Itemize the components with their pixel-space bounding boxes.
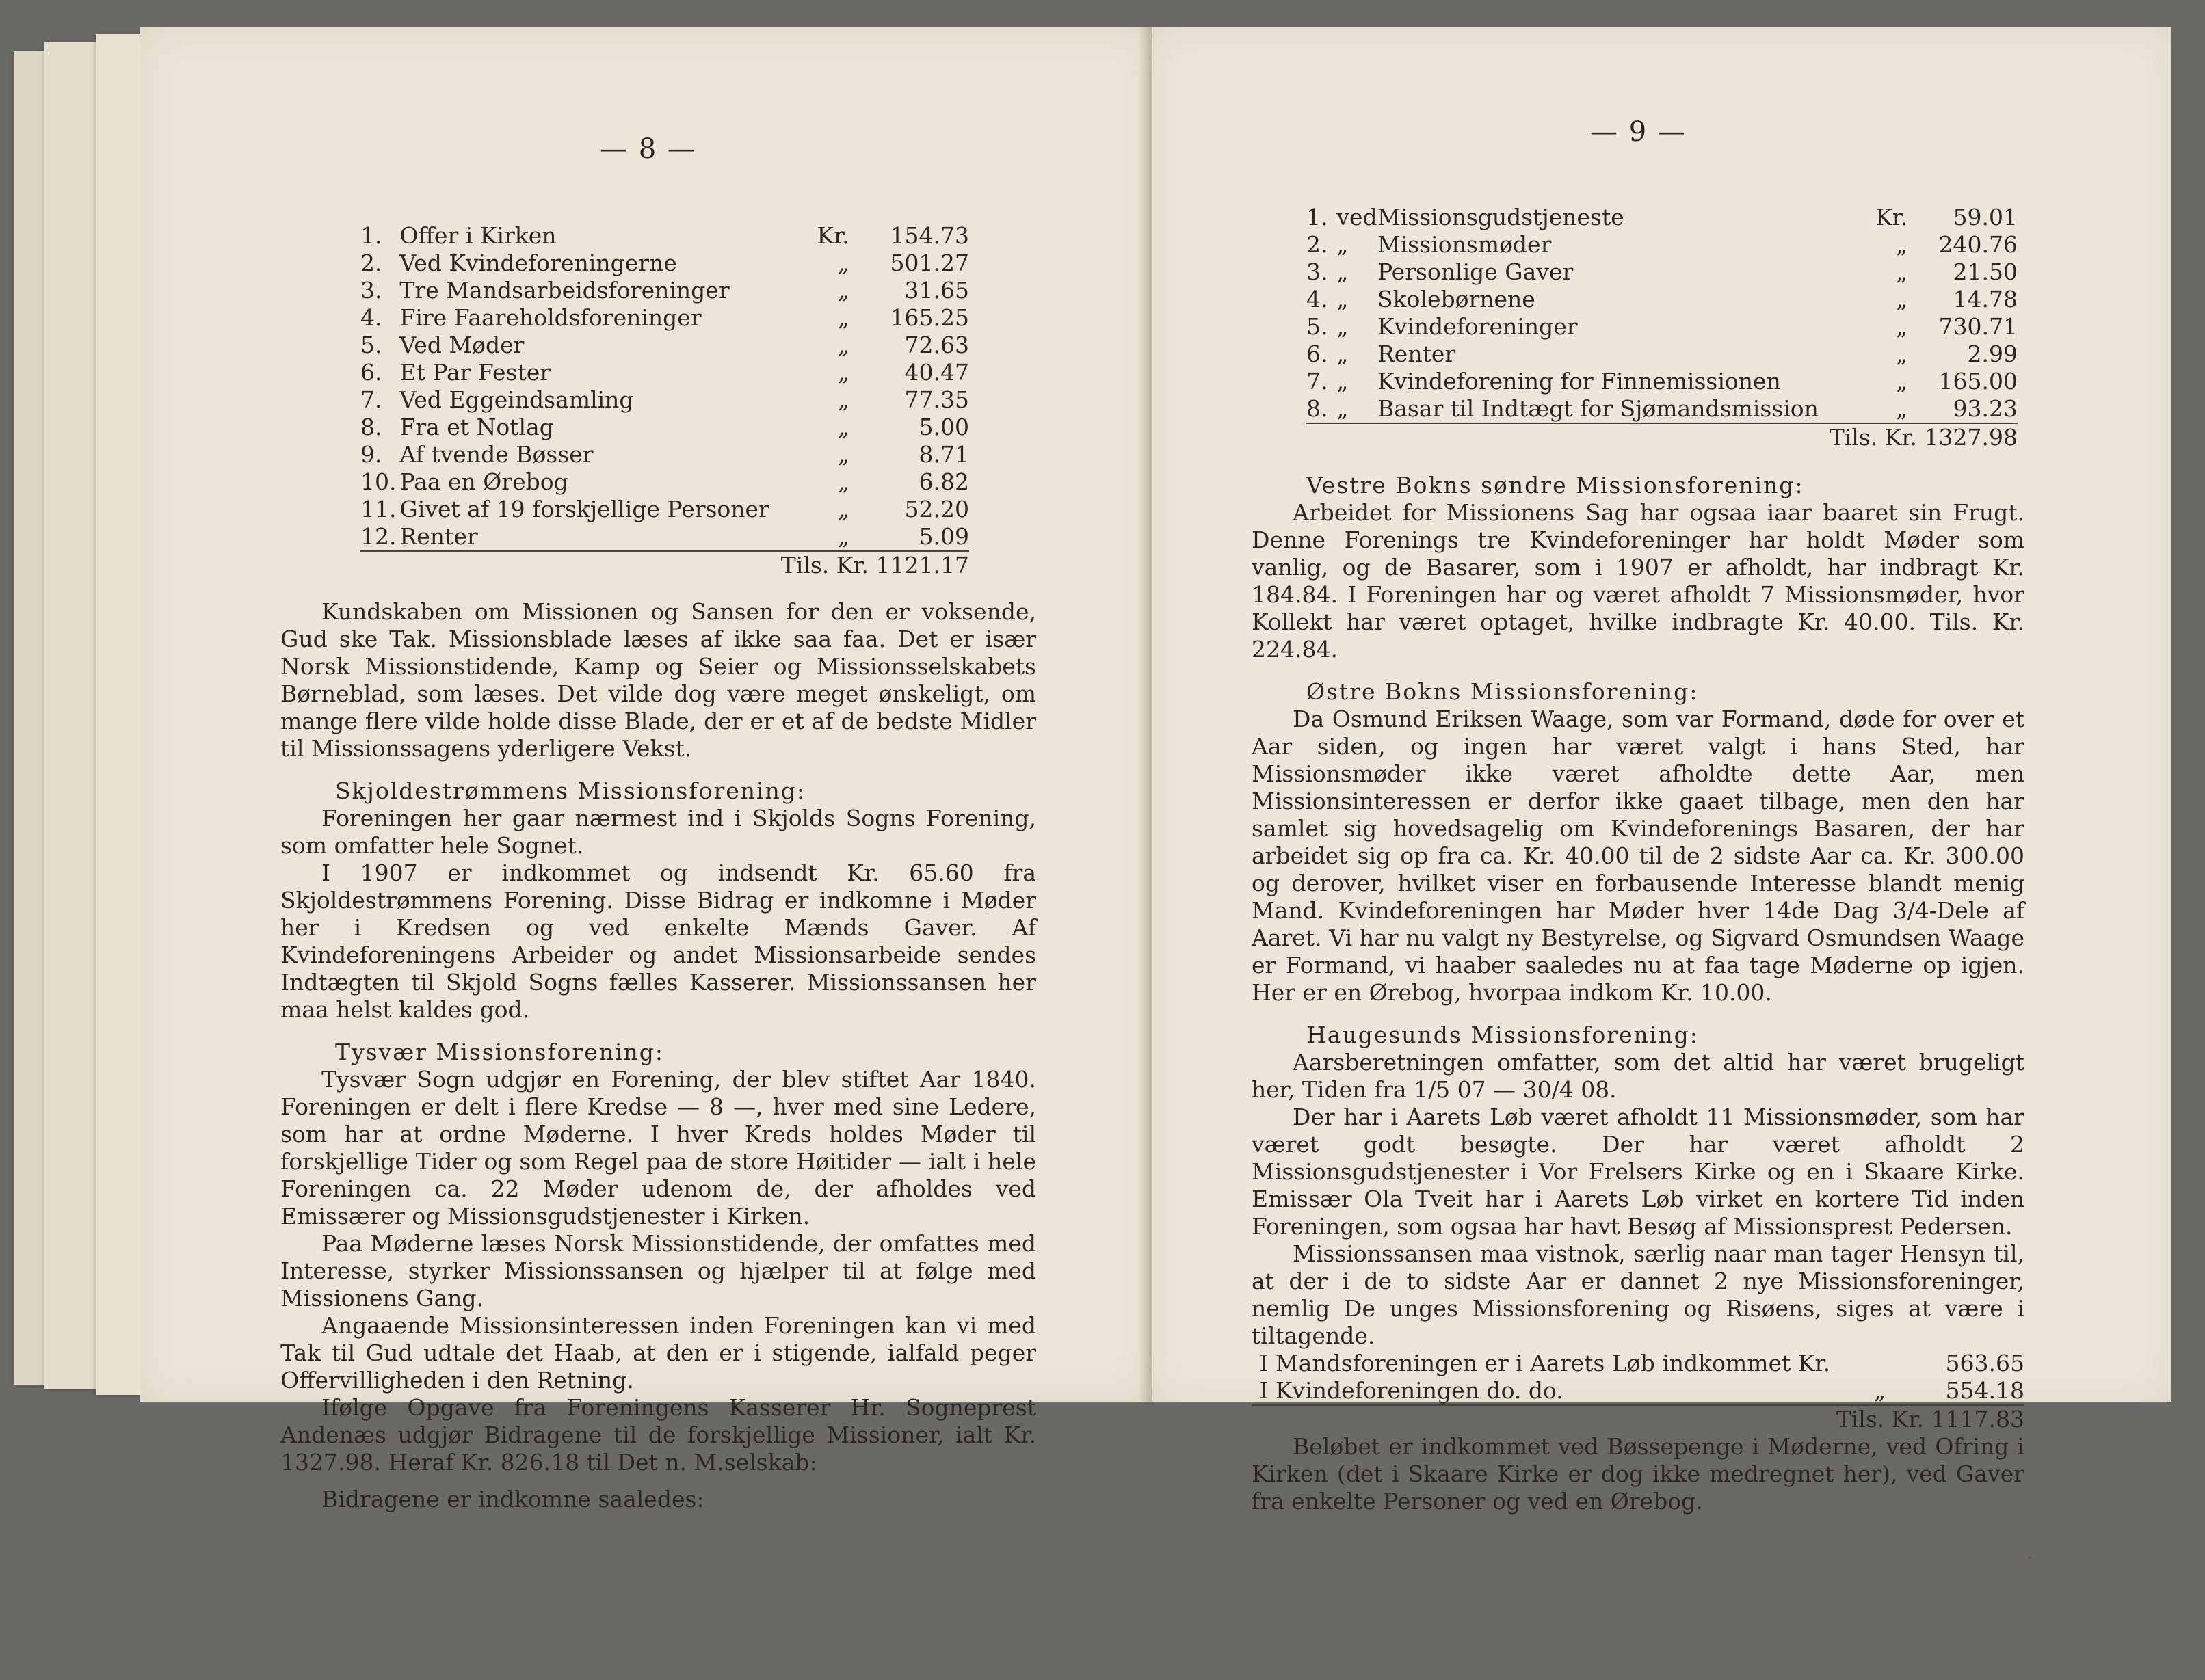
row-amount: 52.20 xyxy=(904,496,969,522)
table-row xyxy=(1306,313,2018,341)
row-amount: 14.78 xyxy=(1953,286,2018,312)
row-prefix: ved xyxy=(1336,204,1377,230)
row-amount: 6.82 xyxy=(919,468,969,495)
table-row xyxy=(360,414,969,441)
row-unit: „ xyxy=(1874,1377,1886,1404)
row-unit: „ xyxy=(837,386,849,413)
table-total: Tils. Kr. 1327.98 xyxy=(1829,424,2018,451)
row-label: Basar til Indtægt for Sjømandsmission xyxy=(1377,395,1819,422)
row-amount: 5.00 xyxy=(919,414,969,440)
row-prefix: „ xyxy=(1336,286,1349,312)
row-amount: 8.71 xyxy=(919,441,969,468)
paragraph: Paa Møderne læses Norsk Missionstidende, der omfattes med Interesse, styrker Missionssansen og hjælper til at følge med Missionens Gang. xyxy=(280,1230,1036,1311)
table-row xyxy=(360,304,969,332)
row-number: 1. xyxy=(360,222,382,249)
row-amount: 77.35 xyxy=(904,386,969,413)
row-number: 3. xyxy=(360,277,382,304)
paragraph: Ifølge Opgave fra Foreningens Kasserer Hr. Sogneprest Andenæs udgjør Bidragene til de forskjellige Missioner, ialt Kr. 1327.98. Heraf Kr. 826.18 til Det n. M.selskab: xyxy=(280,1394,1036,1476)
row-label: Skolebørnene xyxy=(1377,286,1535,312)
row-number: 5. xyxy=(360,332,382,358)
right-body-text xyxy=(1252,472,2024,1515)
row-unit: „ xyxy=(837,496,849,522)
paragraph: Missionssansen maa vistnok, særlig naar man tager Hensyn til, at der i de to sidste Aar er dannet 2 nye Missionsforeninger, nemlig De unges Missionsforening og Risøens, siges at være i tiltagende. xyxy=(1252,1240,2024,1349)
row-number: 6. xyxy=(360,359,382,386)
row-amount: 31.65 xyxy=(904,277,969,304)
table-row xyxy=(1306,368,2018,395)
row-amount: 21.50 xyxy=(1953,258,2018,285)
paragraph: Arbeidet for Missionens Sag har ogsaa iaar baaret sin Frugt. Denne Forenings tre Kvindeforeninger har holdt Møder som vanlig, og de Basarer, som i 1907 er afholdt, har indbragt Kr. 184.84. I Foreningen har og været afholdt 7 Missionsmøder, hvor Kollekt har været optaget, hvilke indbragte Kr. 40.00. Tils. Kr. 224.84. xyxy=(1252,499,2024,663)
sum-total: Tils. Kr. 1117.83 xyxy=(1836,1406,2024,1432)
sum-total-row xyxy=(1252,1405,2024,1433)
row-label: I Mandsforeningen er i Aarets Løb indkommet Kr. xyxy=(1259,1350,1831,1376)
table-row xyxy=(1252,1377,2024,1405)
row-unit: „ xyxy=(837,468,849,495)
row-amount: 40.47 xyxy=(904,359,969,386)
table-row xyxy=(1306,286,2018,313)
paragraph: Aarsberetningen omfatter, som det altid har været brugeligt her, Tiden fra 1/5 07 — 30/4 08. xyxy=(1252,1049,2024,1103)
row-label: Af tvende Bøsser xyxy=(399,441,594,468)
row-unit: „ xyxy=(837,414,849,440)
table-row xyxy=(360,386,969,414)
table-row xyxy=(360,468,969,496)
page-number: — 8 — xyxy=(600,133,696,165)
row-unit: „ xyxy=(837,332,849,358)
row-number: 4. xyxy=(360,304,382,331)
row-number: 6. xyxy=(1306,341,1328,367)
paragraph: Der har i Aarets Løb været afholdt 11 Missionsmøder, som har været godt besøgte. Der har været afholdt 2 Missionsgudstjenester i Vor Frelsers Kirke og en i Skaare Kirke. Emissær Ola Tveit har i Aarets Løb virket en kortere Tid inden Foreningen, som ogsaa har havt Besøg af Missionsprest Pedersen. xyxy=(1252,1104,2024,1240)
row-unit: „ xyxy=(1896,313,1908,340)
row-number: 3. xyxy=(1306,258,1328,285)
row-unit: „ xyxy=(1896,258,1908,285)
table-row xyxy=(360,250,969,277)
row-number: 8. xyxy=(1306,395,1328,422)
row-label: Et Par Fester xyxy=(399,359,551,386)
row-label: Tre Mandsarbeidsforeninger xyxy=(399,277,730,304)
row-unit: Kr. xyxy=(817,222,849,249)
row-unit: „ xyxy=(837,250,849,276)
row-unit: „ xyxy=(1896,341,1908,367)
row-number: 12. xyxy=(360,523,397,550)
row-unit: Kr. xyxy=(1875,204,1908,230)
table-row xyxy=(360,332,969,359)
left-page xyxy=(140,27,1152,1512)
row-label: Ved Kvindeforeningerne xyxy=(399,250,677,276)
row-unit: „ xyxy=(837,304,849,331)
row-unit: „ xyxy=(837,359,849,386)
row-amount: 501.27 xyxy=(890,250,969,276)
paragraph: Foreningen her gaar nærmest ind i Skjolds Sogns Forening, som omfatter hele Sognet. xyxy=(280,805,1036,859)
table-row xyxy=(1306,341,2018,368)
table-row xyxy=(360,359,969,386)
row-amount: 554.18 xyxy=(1945,1377,2024,1404)
row-number: 1. xyxy=(1306,204,1328,230)
sum-table xyxy=(1252,1350,2024,1433)
table-row xyxy=(360,441,969,468)
left-body-text xyxy=(280,598,1036,1513)
paragraph: I 1907 er indkommet og indsendt Kr. 65.60 fra Skjoldestrømmens Forening. Disse Bidrag er indkomne i Møder her i Kredsen og ved enkelte Mænds Gaver. Af Kvindeforeningens Arbeider og andet Missionsarbeide sendes Indtægten til Skjold Sogns fælles Kasserer. Missionssansen her maa helst kaldes god. xyxy=(280,859,1036,1023)
paragraph: Beløbet er indkommet ved Bøssepenge i Møderne, ved Ofring i Kirken (det i Skaare Kirke er dog ikke medregnet her), ved Gaver fra enkelte Personer og ved en Ørebog. xyxy=(1252,1433,2024,1515)
row-amount: 563.65 xyxy=(1945,1350,2024,1376)
row-unit: „ xyxy=(1896,231,1908,258)
row-number: 10. xyxy=(360,468,397,495)
row-label: Missionsgudstjeneste xyxy=(1377,204,1624,230)
section-heading: Østre Bokns Missionsforening: xyxy=(1306,678,1699,705)
contribution-table xyxy=(1306,204,2024,451)
row-amount: 5.09 xyxy=(919,523,969,550)
row-label: Paa en Ørebog xyxy=(399,468,568,495)
row-number: 2. xyxy=(1306,231,1328,258)
row-label: Givet af 19 forskjellige Personer xyxy=(399,496,769,522)
table-row xyxy=(1252,1350,2024,1377)
paragraph: Kundskaben om Missionen og Sansen for den er voksende, Gud ske Tak. Missionsblade læses af ikke saa faa. Det er især Norsk Missionstidende, Kamp og Seier og Missionsselskabets Børneblad, som læses. Det vilde dog være meget ønskeligt, om mange flere vilde holde disse Blade, der er et af de bedste Midler til Missionssagens yderligere Vekst. xyxy=(280,598,1036,762)
table-row xyxy=(360,277,969,304)
row-number: 8. xyxy=(360,414,382,440)
paragraph: Bidragene er indkomne saaledes: xyxy=(321,1486,704,1512)
row-amount: 240.76 xyxy=(1938,231,2018,258)
right-page xyxy=(1152,27,2171,1515)
row-label: Ved Eggeindsamling xyxy=(399,386,634,413)
row-prefix: „ xyxy=(1336,395,1349,422)
row-number: 11. xyxy=(360,496,397,522)
row-amount: 730.71 xyxy=(1938,313,2018,340)
row-prefix: „ xyxy=(1336,341,1349,367)
paragraph: Tysvær Sogn udgjør en Forening, der blev stiftet Aar 1840. Foreningen er delt i flere Kredse — 8 —, hver med sine Ledere, som har at ordne Møderne. I hver Kreds holdes Møder til forskjellige Tider og som Regel paa de store Høitider — ialt i hele Foreningen ca. 22 Møder udenom de, der afholdes ved Emissærer og Missionsgudstjenester i Kirken. xyxy=(280,1066,1036,1229)
row-amount: 165.00 xyxy=(1938,368,2018,395)
row-label: Fra et Notlag xyxy=(399,414,554,440)
ink-speck xyxy=(2028,1556,2032,1560)
table-total: Tils. Kr. 1121.17 xyxy=(780,552,969,578)
table-row xyxy=(360,222,969,250)
row-amount: 165.25 xyxy=(890,304,969,331)
row-unit: „ xyxy=(837,441,849,468)
row-label: Ved Møder xyxy=(399,332,525,358)
row-label: Kvindeforening for Finnemissionen xyxy=(1377,368,1781,395)
table-row xyxy=(360,523,969,551)
row-prefix: „ xyxy=(1336,231,1349,258)
row-amount: 72.63 xyxy=(904,332,969,358)
indent-cell xyxy=(1252,1350,1259,1377)
row-amount: 154.73 xyxy=(890,222,969,249)
section-heading: Skjoldestrømmens Missionsforening: xyxy=(335,777,806,804)
row-number: 7. xyxy=(360,386,382,413)
row-amount: 59.01 xyxy=(1953,204,2018,230)
paragraph: Da Osmund Eriksen Waage, som var Formand, døde for over et Aar siden, og ingen har været valgt i hans Sted, har Missionsmøder ikke været afholdte dette Aar, men Missionsinteressen er derfor ikke gaaet tilbage, men den har samlet sig hovedsagelig om Kvindeforenings Basaren, der har arbeidet sig op fra ca. Kr. 40.00 til de 2 sidste Aar ca. Kr. 300.00 og derover, hvilket viser en forbausende Interesse blandt menig Mand. Kvindeforeningen har Møder hver 14de Dag 3/4-Dele af Aaret. Vi har nu valgt ny Bestyrelse, og Sigvard Osmundsen Waage er Formand, vi haaber saaledes nu at faa tage Møderne op igjen. Her er en Ørebog, hvorpaa indkom Kr. 10.00. xyxy=(1252,706,2024,1006)
row-amount: 2.99 xyxy=(1967,341,2018,367)
row-label: I Kvindeforeningen do. do. xyxy=(1259,1377,1563,1404)
row-amount: 93.23 xyxy=(1953,395,2018,422)
row-label: Renter xyxy=(399,523,478,550)
row-unit: „ xyxy=(1896,286,1908,312)
row-number: 9. xyxy=(360,441,382,468)
row-number: 7. xyxy=(1306,368,1328,395)
row-unit xyxy=(1836,1350,1886,1377)
indent-cell xyxy=(1252,1377,1259,1405)
row-number: 4. xyxy=(1306,286,1328,312)
row-unit: „ xyxy=(837,277,849,304)
table-row xyxy=(360,496,969,523)
section-heading: Tysvær Missionsforening: xyxy=(335,1039,665,1065)
page-number: — 9 — xyxy=(1590,116,1687,148)
table-row xyxy=(1306,231,2018,258)
row-unit: „ xyxy=(837,523,849,550)
row-prefix: „ xyxy=(1336,368,1349,395)
table-row xyxy=(1306,204,2018,231)
row-number: 5. xyxy=(1306,313,1328,340)
row-label: Missionsmøder xyxy=(1377,231,1552,258)
table-row xyxy=(1306,258,2018,286)
row-label: Offer i Kirken xyxy=(399,222,557,249)
contribution-table xyxy=(360,222,976,579)
section-heading: Haugesunds Missionsforening: xyxy=(1306,1022,1699,1048)
table-total-row xyxy=(1306,423,2018,451)
row-unit: „ xyxy=(1896,368,1908,395)
paragraph: Angaaende Missionsinteressen inden Foreningen kan vi med Tak til Gud udtale det Haab, at den er i stigende, ialfald peger Offervilligheden i den Retning. xyxy=(280,1312,1036,1394)
row-label: Personlige Gaver xyxy=(1377,258,1574,285)
row-prefix: „ xyxy=(1336,313,1349,340)
row-label: Fire Faareholdsforeninger xyxy=(399,304,702,331)
row-label: Kvindeforeninger xyxy=(1377,313,1578,340)
row-number: 2. xyxy=(360,250,382,276)
table-total-row xyxy=(360,551,969,579)
table-row xyxy=(1306,395,2018,423)
row-label: Renter xyxy=(1377,341,1456,367)
section-heading: Vestre Bokns søndre Missionsforening: xyxy=(1306,472,1804,498)
row-prefix: „ xyxy=(1336,258,1349,285)
row-unit: „ xyxy=(1896,395,1908,422)
